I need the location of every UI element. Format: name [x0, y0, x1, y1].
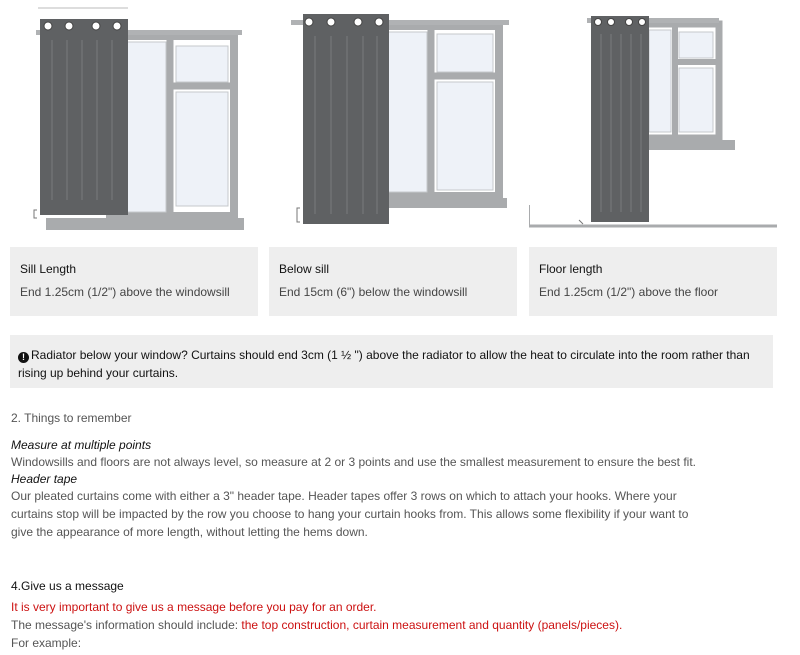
card-title: Floor length [539, 262, 603, 276]
message-info-highlight: the top construction, curtain measurement and quantity (panels/pieces). [241, 618, 623, 632]
below-sill-illustration [269, 0, 517, 247]
card-sill-length [10, 0, 258, 318]
header-tape-text-line-3: give the appearance of more length, without letting the hems down. [11, 525, 368, 539]
header-tape-text-line-2: curtains stop will be impacted by the row you choose to hang your curtain hooks from. This allows some flexibility if your want to [11, 507, 689, 521]
radiator-note-text [18, 346, 770, 382]
curtain-length-guide [0, 0, 800, 318]
radiator-note [10, 335, 773, 388]
radiator-note-message: Radiator below your window? Curtains should end 3cm (1 ½ ") above the radiator to allow the heat to circulate into the room rather than rising up behind your curtains. [18, 348, 750, 380]
measure-multiple-points-text: Windowsills and floors are not always level, so measure at 2 or 3 points and use the smallest measurement to ensure the best fit. [11, 455, 697, 469]
message-info-prefix: The message's information should include: [11, 618, 242, 632]
card-caption [10, 247, 258, 316]
subheading-measure-multiple-points: Measure at multiple points [11, 438, 152, 452]
card-caption [529, 247, 777, 316]
card-description: End 1.25cm (1/2") above the floor [539, 285, 719, 299]
important-message-text: It is very important to give us a message before you pay for an order. [11, 600, 377, 614]
card-floor-length [529, 0, 777, 318]
card-description: End 1.25cm (1/2") above the windowsill [20, 285, 230, 299]
sill-length-illustration [10, 0, 258, 247]
section-heading-things-to-remember: 2. Things to remember [11, 411, 132, 425]
header-tape-text-line-1: Our pleated curtains come with either a 3" header tape. Header tapes offer 3 rows on which to attach your hooks. Where your [11, 489, 677, 503]
card-title: Sill Length [20, 262, 77, 276]
card-description: End 15cm (6") below the windowsill [279, 285, 468, 299]
card-caption [269, 247, 517, 316]
section-heading-give-message: 4.Give us a message [11, 579, 124, 593]
for-example-label: For example: [11, 636, 82, 650]
info-icon: ! [18, 352, 29, 363]
card-title: Below sill [279, 262, 330, 276]
card-below-sill [269, 0, 517, 318]
message-info-line [11, 616, 622, 634]
floor-length-illustration [529, 0, 777, 247]
subheading-header-tape: Header tape [11, 472, 78, 486]
